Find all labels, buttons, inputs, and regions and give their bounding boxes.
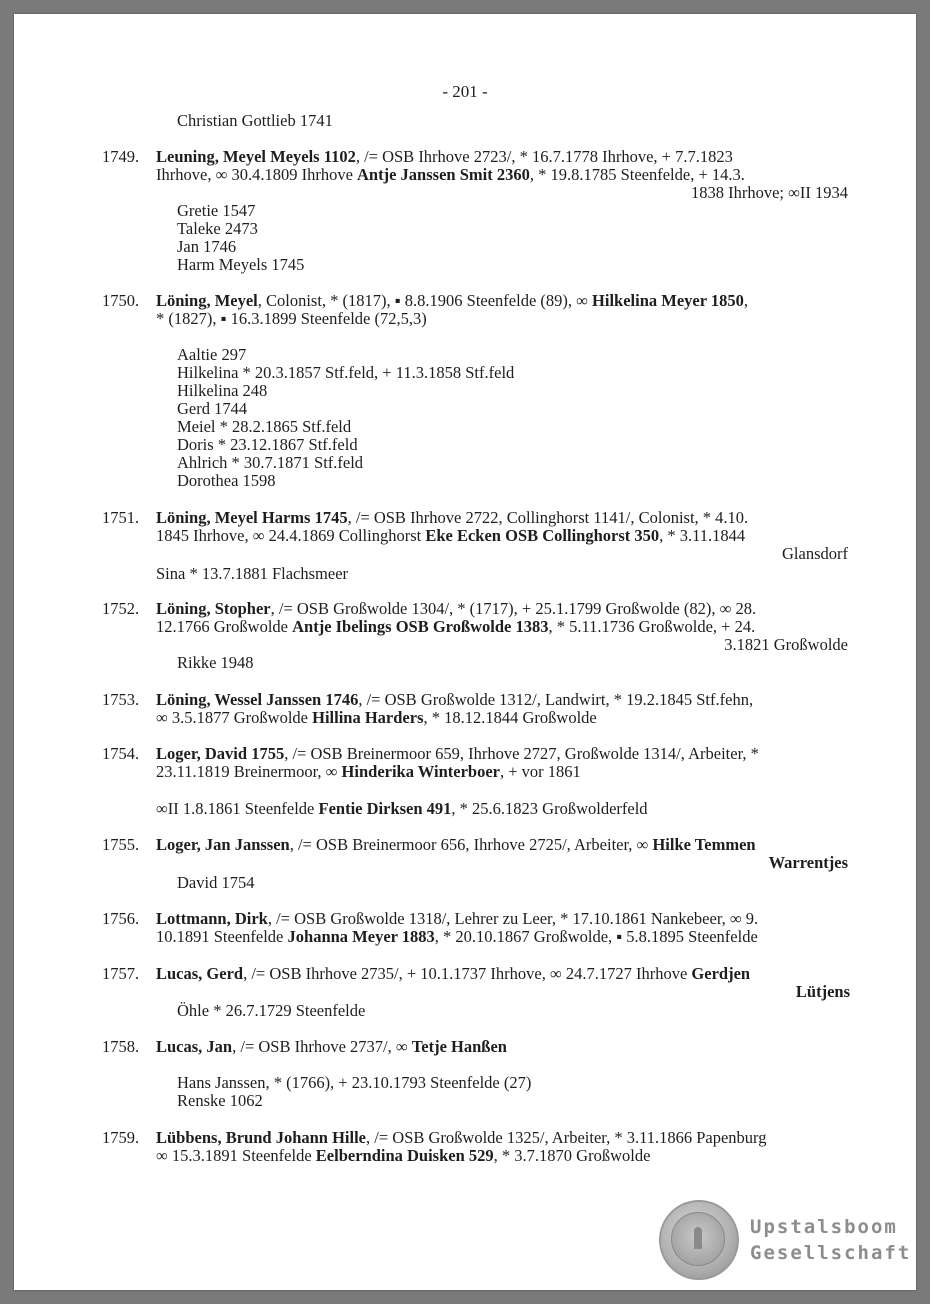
entry-line: Loger, David 1755, /= OSB Breinermoor 659, Ihrhove 2727, Großwolde 1314/, Arbeiter, * <box>156 744 759 763</box>
society-seal-icon <box>659 1200 739 1280</box>
entry-number: 1757. <box>102 964 140 983</box>
entry-line: 1845 Ihrhove, ∞ 24.4.1869 Collinghorst Eke Ecken OSB Collinghorst 350, * 3.11.1844 <box>156 526 746 545</box>
child-line: Hilkelina 248 <box>177 381 268 400</box>
child-line: Dorothea 1598 <box>177 471 276 490</box>
entry-line: Löning, Wessel Janssen 1746, /= OSB Großwolde 1312/, Landwirt, * 19.2.1845 Stf.fehn, <box>156 690 754 709</box>
entry-line: ∞II 1.8.1861 Steenfelde Fentie Dirksen 491, * 25.6.1823 Großwolderfeld <box>156 799 648 818</box>
entry-line: 12.1766 Großwolde Antje Ibelings OSB Großwolde 1383, * 5.11.1736 Großwolde, + 24. <box>156 617 756 636</box>
entry-number: 1753. <box>102 690 140 709</box>
child-line: Doris * 23.12.1867 Stf.feld <box>177 435 358 454</box>
entry-line: Glansdorf <box>782 544 848 563</box>
entry-line: 23.11.1819 Breinermoor, ∞ Hinderika Winterboer, + vor 1861 <box>156 762 581 781</box>
entry-number: 1756. <box>102 909 140 928</box>
child-line: Rikke 1948 <box>177 653 254 672</box>
entry-line: Lottmann, Dirk, /= OSB Großwolde 1318/, Lehrer zu Leer, * 17.10.1861 Nankebeer, ∞ 9. <box>156 909 759 928</box>
child-line: Hans Janssen, * (1766), + 23.10.1793 Steenfelde (27) <box>177 1073 532 1092</box>
child-line: Harm Meyels 1745 <box>177 255 305 274</box>
child-line: Taleke 2473 <box>177 219 258 238</box>
entry-line: ∞ 15.3.1891 Steenfelde Eelberndina Duisken 529, * 3.7.1870 Großwolde <box>156 1146 651 1165</box>
entry-number: 1758. <box>102 1037 140 1056</box>
logo-text-line2: Gesellschaft <box>750 1242 912 1264</box>
entry-line: Ihrhove, ∞ 30.4.1809 Ihrhove Antje Janssen Smit 2360, * 19.8.1785 Steenfelde, + 14.3. <box>156 165 745 184</box>
entry-line: Lucas, Gerd, /= OSB Ihrhove 2735/, + 10.1.1737 Ihrhove, ∞ 24.7.1727 Ihrhove Gerdjen <box>156 964 751 983</box>
child-line: Gretie 1547 <box>177 201 256 220</box>
entry-line: Leuning, Meyel Meyels 1102, /= OSB Ihrhove 2723/, * 16.7.1778 Ihrhove, + 7.7.1823 <box>156 147 733 166</box>
entry-line: Löning, Stopher, /= OSB Großwolde 1304/, * (1717), + 25.1.1799 Großwolde (82), ∞ 28. <box>156 599 757 618</box>
entry-line: Loger, Jan Janssen, /= OSB Breinermoor 656, Ihrhove 2725/, Arbeiter, ∞ Hilke Temmen <box>156 835 756 854</box>
child-line: Hilkelina * 20.3.1857 Stf.feld, + 11.3.1858 Stf.feld <box>177 363 515 382</box>
child-line: Meiel * 28.2.1865 Stf.feld <box>177 417 352 436</box>
child-line: Ahlrich * 30.7.1871 Stf.feld <box>177 453 364 472</box>
entry-number: 1751. <box>102 508 140 527</box>
entry-line: Löning, Meyel, Colonist, * (1817), ▪ 8.8.1906 Steenfelde (89), ∞ Hilkelina Meyer 1850, <box>156 291 748 310</box>
child-line: Jan 1746 <box>177 237 237 256</box>
entry-line: Lütjens <box>795 982 850 1001</box>
page-number: - 201 - <box>442 82 488 101</box>
logo-text-line1: Upstalsboom <box>750 1216 898 1238</box>
entry-line: Lucas, Jan, /= OSB Ihrhove 2737/, ∞ Tetje Hanßen <box>156 1037 507 1056</box>
entry-number: 1750. <box>102 291 140 310</box>
child-line: Renske 1062 <box>177 1091 263 1110</box>
child-line: David 1754 <box>177 873 255 892</box>
entry-line: * (1827), ▪ 16.3.1899 Steenfelde (72,5,3) <box>156 309 427 328</box>
entry-line: ∞ 3.5.1877 Großwolde Hillina Harders, * 18.12.1844 Großwolde <box>156 708 597 727</box>
entry-number: 1755. <box>102 835 140 854</box>
entry-line: Warrentjes <box>768 853 848 872</box>
entry-line: Löning, Meyel Harms 1745, /= OSB Ihrhove 2722, Collinghorst 1141/, Colonist, * 4.10. <box>156 508 749 527</box>
entry-line: 3.1821 Großwolde <box>724 635 848 654</box>
entry-number: 1759. <box>102 1128 140 1147</box>
entry-number: 1754. <box>102 744 140 763</box>
child-line: Sina * 13.7.1881 Flachsmeer <box>156 564 349 583</box>
continued-child: Christian Gottlieb 1741 <box>177 111 333 130</box>
entry-number: 1749. <box>102 147 140 166</box>
entry-number: 1752. <box>102 599 140 618</box>
entry-line: 1838 Ihrhove; ∞II 1934 <box>690 183 848 202</box>
child-line: Gerd 1744 <box>177 399 248 418</box>
entry-line: 10.1891 Steenfelde Johanna Meyer 1883, * 20.10.1867 Großwolde, ▪ 5.8.1895 Steenfelde <box>156 927 758 946</box>
child-line: Öhle * 26.7.1729 Steenfelde <box>177 1001 366 1020</box>
document-page <box>14 14 916 1290</box>
entry-line: Lübbens, Brund Johann Hille, /= OSB Großwolde 1325/, Arbeiter, * 3.11.1866 Papenburg <box>156 1128 767 1147</box>
child-line: Aaltie 297 <box>177 345 247 364</box>
